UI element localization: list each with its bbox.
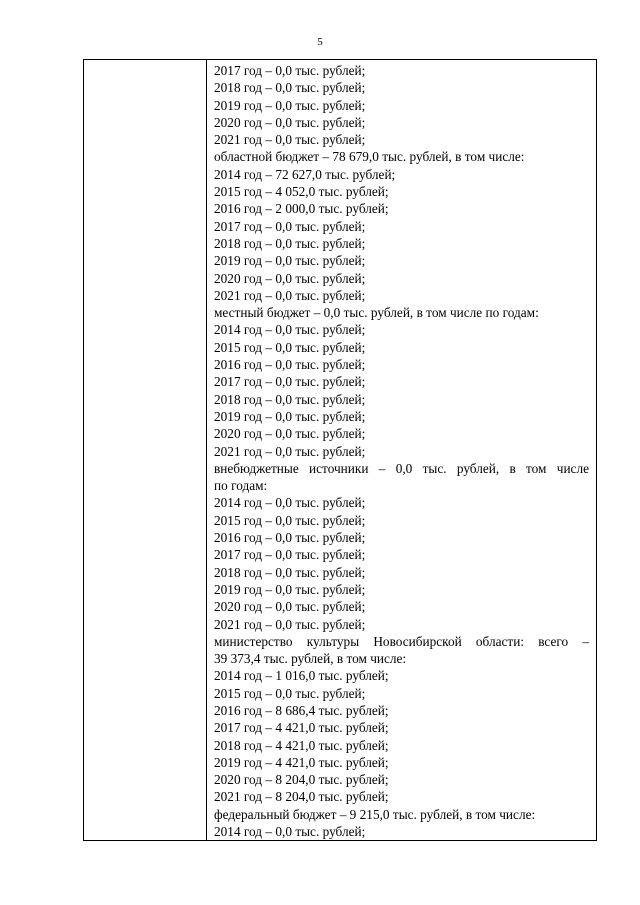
text-line: 2014 год – 1 016,0 тыс. рублей; [214,668,389,684]
text-line: 2015 год – 0,0 тыс. рублей; [214,685,366,701]
text-line: 2016 год – 8 686,4 тыс. рублей; [214,702,389,718]
text-line: 2018 год – 0,0 тыс. рублей; [214,564,366,580]
text-line: 2019 год – 0,0 тыс. рублей; [214,408,366,424]
financing-table [83,59,597,841]
text-line: федеральный бюджет – 9 215,0 тыс. рублей, в том числе: [214,806,536,822]
text-line: 2019 год – 0,0 тыс. рублей; [214,97,366,113]
text-line: 2014 год – 0,0 тыс. рублей; [214,495,366,511]
text-line: областной бюджет – 78 679,0 тыс. рублей, в том числе: [214,149,525,165]
text-line: министерство культуры Новосибирской области: всего – [214,633,589,649]
text-line: 2020 год – 0,0 тыс. рублей; [214,426,366,442]
text-line: 2020 год – 0,0 тыс. рублей; [214,599,366,615]
page-number: 5 [317,36,323,48]
text-line: 2017 год – 0,0 тыс. рублей; [214,547,366,563]
text-line: 2014 год – 0,0 тыс. рублей; [214,824,366,840]
text-line: 2014 год – 0,0 тыс. рублей; [214,322,366,338]
text-line: 2017 год – 0,0 тыс. рублей; [214,374,366,390]
text-line: 2016 год – 2 000,0 тыс. рублей; [214,201,389,217]
text-line: 2017 год – 0,0 тыс. рублей; [214,218,366,234]
text-line: по годам: [214,478,268,494]
text-line: 2015 год – 0,0 тыс. рублей; [214,339,366,355]
text-line: 2018 год – 0,0 тыс. рублей; [214,391,366,407]
text-line: 2021 год – 8 204,0 тыс. рублей; [214,789,389,805]
text-line: 2015 год – 0,0 тыс. рублей; [214,512,366,528]
text-line: 2020 год – 8 204,0 тыс. рублей; [214,772,389,788]
text-line: 2015 год – 4 052,0 тыс. рублей; [214,184,389,200]
text-line: 2018 год – 4 421,0 тыс. рублей; [214,737,389,753]
text-line: 2021 год – 0,0 тыс. рублей; [214,443,366,459]
text-line: 2016 год – 0,0 тыс. рублей; [214,357,366,373]
text-line: 2020 год – 0,0 тыс. рублей; [214,270,366,286]
text-line: 2018 год – 0,0 тыс. рублей; [214,235,366,251]
text-line: 2014 год – 72 627,0 тыс. рублей; [214,166,396,182]
text-line: 2017 год – 4 421,0 тыс. рублей; [214,720,389,736]
text-line: внебюджетные источники – 0,0 тыс. рублей, в том числе [214,460,589,476]
text-line: 2019 год – 0,0 тыс. рублей; [214,253,366,269]
text-line: 2019 год – 0,0 тыс. рублей; [214,581,366,597]
text-line: 2021 год – 0,0 тыс. рублей; [214,287,366,303]
column-divider [206,60,207,840]
table-cell-right [214,62,589,840]
text-line: 2021 год – 0,0 тыс. рублей; [214,616,366,632]
text-line: 2020 год – 0,0 тыс. рублей; [214,114,366,130]
text-line: 2021 год – 0,0 тыс. рублей; [214,132,366,148]
text-line: 2016 год – 0,0 тыс. рублей; [214,530,366,546]
text-line: 2018 год – 0,0 тыс. рублей; [214,80,366,96]
text-line: 2017 год – 0,0 тыс. рублей; [214,63,366,78]
text-line: местный бюджет – 0,0 тыс. рублей, в том числе по годам: [214,305,539,321]
text-line: 2019 год – 4 421,0 тыс. рублей; [214,754,389,770]
text-line: 39 373,4 тыс. рублей, в том числе: [214,651,407,667]
